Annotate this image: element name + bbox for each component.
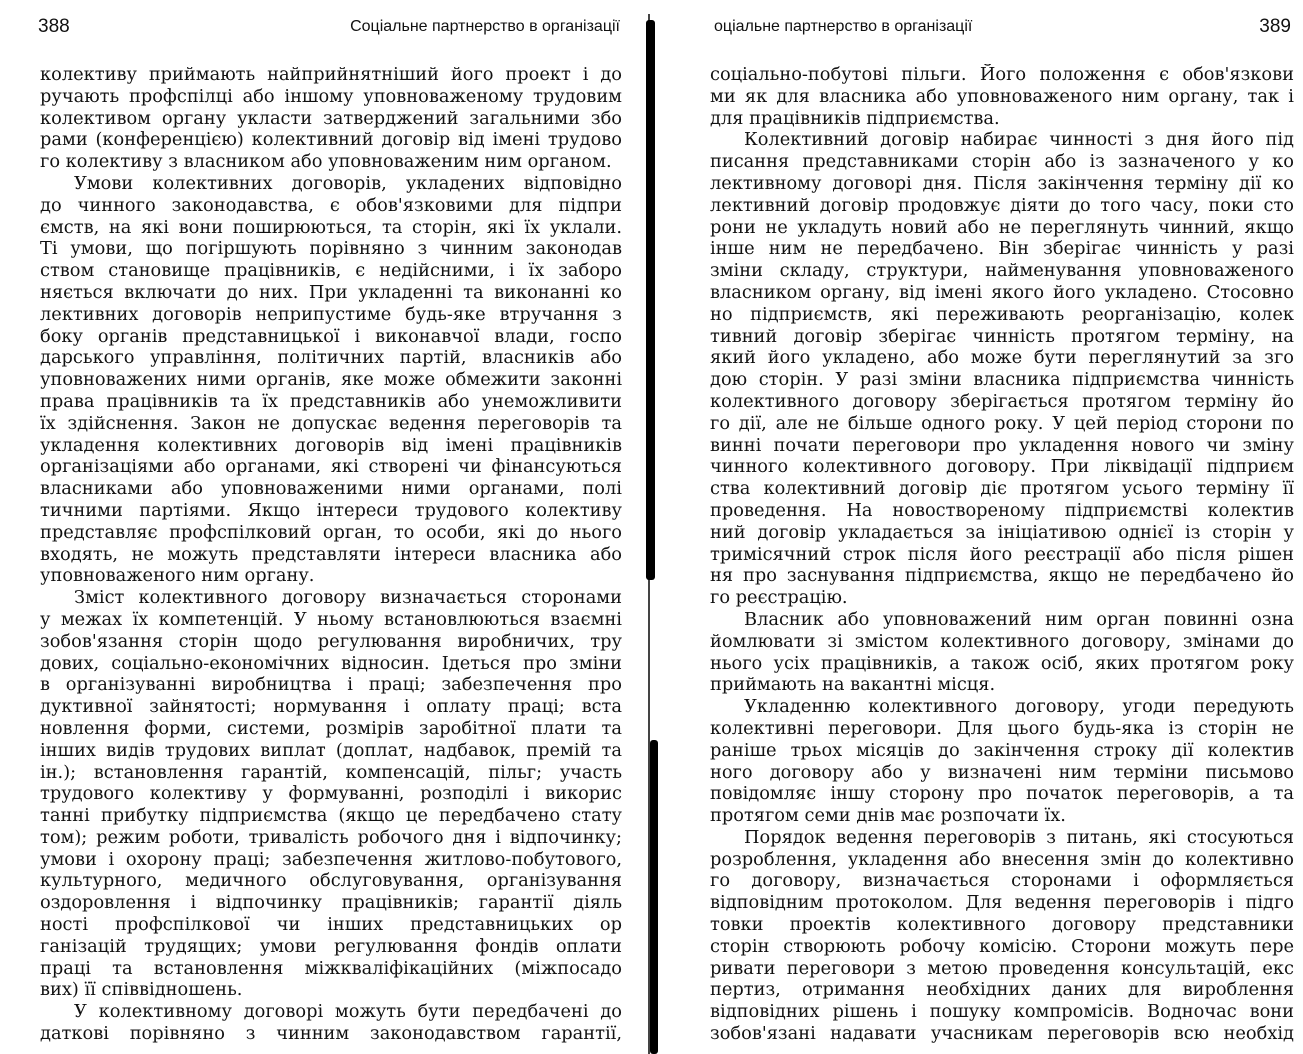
text-line: для працівників підприємства. — [710, 107, 1000, 129]
text-line: ганізацій трудящих; умови регулювання фондів оплати — [40, 935, 622, 957]
text-line: дуктивної зайнятості; нормування і оплату праці; вста — [40, 696, 622, 718]
text-line: уповноваженого ним органу. — [40, 565, 315, 587]
text-line: том); режим роботи, тривалість робочого дня і відпочинку; — [40, 826, 622, 848]
text-line: колективні переговори. Для цього будь-яка із сторін не — [710, 717, 1294, 739]
text-line: рони не укладуть новий або не переглянуть чинний, якщо — [710, 216, 1294, 238]
text-line: в організуванні виробництва і праці; забезпечення про — [40, 674, 622, 696]
text-line: Укладенню колективного договору, угоди передують — [744, 696, 1294, 718]
text-line: ством становище працівників, є недійсними, і їх заборо — [40, 260, 622, 282]
text-line: укладення колективних договорів від імені працівників — [40, 434, 622, 456]
text-line: власниками або уповноваженими ними органами, полі — [40, 478, 622, 500]
right-page-header — [652, 14, 1303, 44]
right-page-body — [710, 64, 1294, 1045]
text-line: колективного договору зберігається протягом терміну йо — [710, 390, 1294, 412]
text-line: ного договору або у визначені ним терміни письмово — [710, 761, 1294, 783]
text-line: лективному договорі дня. Після закінчення терміну дії ко — [710, 172, 1294, 194]
text-line: праці та встановлення міжкваліфікаційних (міжпосадо — [40, 957, 622, 979]
text-line: зобов'язання сторін щодо регулювання виробничих, тру — [40, 630, 622, 652]
text-line: ємств, на які вони поширюються, та сторін, які їх уклали. — [40, 216, 622, 238]
text-line: дових, соціально-економічних відносин. Ідеться про зміни — [40, 652, 622, 674]
text-line: у межах їх компетенцій. У ньому встановлюються взаємні — [40, 608, 622, 630]
text-line: лективний договір продовжує діяти до того часу, поки сто — [710, 194, 1294, 216]
text-line: інше ним не передбачено. Він зберігає чинність у разі — [710, 238, 1294, 260]
text-line: вих) її співвідношень. — [40, 979, 243, 1001]
text-line: ін.); встановлення гарантій, компенсацій, пільг; участь — [40, 761, 622, 783]
text-line: відповідних рішень і пошуку компромісів. Водночас вони — [710, 1001, 1294, 1023]
text-line: інших видів трудових виплат (доплат, надбавок, премій та — [40, 739, 622, 761]
text-line: ний договір укладається за ініціативою однієї із сторін у — [710, 521, 1294, 543]
text-line: колективу приймають найприйнятніший його проект і до — [40, 64, 622, 85]
text-line: культурного, медичного обслуговування, організування — [40, 870, 622, 892]
text-line: тичними партіями. Якщо інтереси трудового колективу — [40, 499, 622, 521]
text-line: їх здійснення. Закон не допускає ведення переговорів та — [40, 412, 622, 434]
text-line: колективом органу укласти затверджений загальними збо — [40, 107, 622, 129]
text-line: тримісячний строк після його реєстрації або після рішен — [710, 543, 1294, 565]
running-title: оціальне партнерство в організації — [714, 18, 973, 35]
text-line: У колективному договорі можуть бути передбачені до — [74, 1001, 622, 1023]
text-line: боку органів представницької і виконавчої влади, госпо — [40, 325, 622, 347]
text-line: Власник або уповноважений ним орган повинні озна — [744, 608, 1294, 630]
text-line: ривати переговори з метою проведення консультацій, екс — [710, 957, 1294, 979]
text-line: го договору, визначається сторонами і оформляється — [710, 870, 1294, 892]
text-line: няється включати до них. При укладенні та виконанні ко — [40, 281, 622, 303]
text-line: умови і охорону праці; забезпечення житлово-побутового, — [40, 848, 622, 870]
running-title: Соціальне партнерство в організації — [350, 18, 620, 35]
text-line: ручають профспілці або іншому уповноваженому трудовим — [40, 85, 622, 107]
text-line: лективних договорів неприпустиме будь-яке втручання з — [40, 303, 622, 325]
text-line: проведення. На новоствореному підприємстві колектив — [710, 499, 1294, 521]
text-line: Порядок ведення переговорів з питань, які стосуються — [744, 826, 1294, 848]
text-line: пертиз, отримання необхідних даних для вироблення — [710, 979, 1294, 1001]
page-number: 388 — [38, 16, 70, 37]
text-line: оздоровлення і відпочинку працівників; гарантії діяль — [40, 892, 622, 914]
text-line: но підприємств, які переживають реорганізацію, колек — [710, 303, 1294, 325]
text-line: Ті умови, що погіршують порівняно з чинним законодав — [40, 238, 622, 260]
text-line: тивний договір зберігає чинність протягом терміну, на — [710, 325, 1294, 347]
text-line: входять, не можуть представляти інтереси власника або — [40, 543, 622, 565]
text-line: чинного колективного договору. При ліквідації підприєм — [710, 456, 1294, 478]
text-line: приймають на вакантні місця. — [710, 674, 996, 696]
text-line: соціально-побутові пільги. Його положення є обов'язкови — [710, 64, 1294, 85]
text-line: Колективний договір набирає чинності з дня його під — [744, 129, 1294, 151]
text-line: йомлювати зі змістом колективного договору, змінами до — [710, 630, 1294, 652]
text-line: танні прибутку підприємства (якщо це передбачено стату — [40, 805, 622, 827]
right-page — [652, 0, 1303, 1054]
text-line: раніше трьох місяців до закінчення строку дії колектив — [710, 739, 1294, 761]
text-line: го дії, але не більше одного року. У цей період сторони по — [710, 412, 1294, 434]
text-line: Умови колективних договорів, укладених відповідно — [74, 172, 622, 194]
text-line: ня про заснування підприємства, якщо не передбачено йо — [710, 565, 1294, 587]
text-line: писання представниками сторін або із зазначеного у ко — [710, 151, 1294, 173]
text-line: відповідним протоколом. Для ведення переговорів і підго — [710, 892, 1294, 914]
text-line: власником органу, від імені якого його укладено. Стосовно — [710, 281, 1294, 303]
left-page-body — [40, 64, 622, 1045]
text-line: го реєстрацію. — [710, 587, 848, 609]
text-line: дарського управління, політичних партій, власників або — [40, 347, 622, 369]
text-line: трудового колективу у формуванні, розподілі і викорис — [40, 783, 622, 805]
text-line: ства колективний договір діє протягом усього терміну її — [710, 478, 1294, 500]
text-line: ності профспілкової чи інших представницьких ор — [40, 914, 622, 936]
text-line: уповноважених ними органів, яке може обмежити законні — [40, 369, 622, 391]
left-page — [0, 0, 650, 1054]
text-line: права працівників та їх представників або унеможливити — [40, 390, 622, 412]
text-line: рами (конференцією) колективний договір від імені трудово — [40, 129, 622, 151]
text-line: до чинного законодавства, є обов'язковими для підпри — [40, 194, 622, 216]
text-line: ми як для власника або уповноваженого ним органу, так і — [710, 85, 1294, 107]
text-line: організаціями або органами, які створені чи фінансуються — [40, 456, 622, 478]
text-line: представляє профспілковий орган, то особи, які до нього — [40, 521, 622, 543]
text-line: винні почати переговори про укладення нового чи зміну — [710, 434, 1294, 456]
text-line: дою сторін. У разі зміни власника підприємства чинність — [710, 369, 1294, 391]
text-line: Зміст колективного договору визначається сторонами — [74, 587, 622, 609]
text-line: який його укладено, або може бути переглянутий за зго — [710, 347, 1294, 369]
text-line: зміни складу, структури, найменування уповноваженого — [710, 260, 1294, 282]
text-line: розроблення, укладення або внесення змін до колективно — [710, 848, 1294, 870]
left-page-header — [0, 14, 650, 44]
text-line: даткові порівняно з чинним законодавством гарантії, — [40, 1023, 622, 1045]
text-line: го колективу з власником або уповноваженим ним органом. — [40, 151, 612, 173]
text-line: новлення форми, системи, розмірів заробітної плати та — [40, 717, 622, 739]
text-line: товки проектів колективного договору представники — [710, 914, 1294, 936]
text-line: зобов'язані надавати учасникам переговорів всю необхід — [710, 1023, 1294, 1045]
text-line: сторін створюють робочу комісію. Сторони можуть пере — [710, 935, 1294, 957]
text-line: нього усіх працівників, а також осіб, яких протягом року — [710, 652, 1294, 674]
page-number: 389 — [1259, 16, 1291, 37]
text-line: протягом семи днів має розпочати їх. — [710, 805, 1066, 827]
text-line: повідомляє іншу сторону про початок переговорів, а та — [710, 783, 1294, 805]
